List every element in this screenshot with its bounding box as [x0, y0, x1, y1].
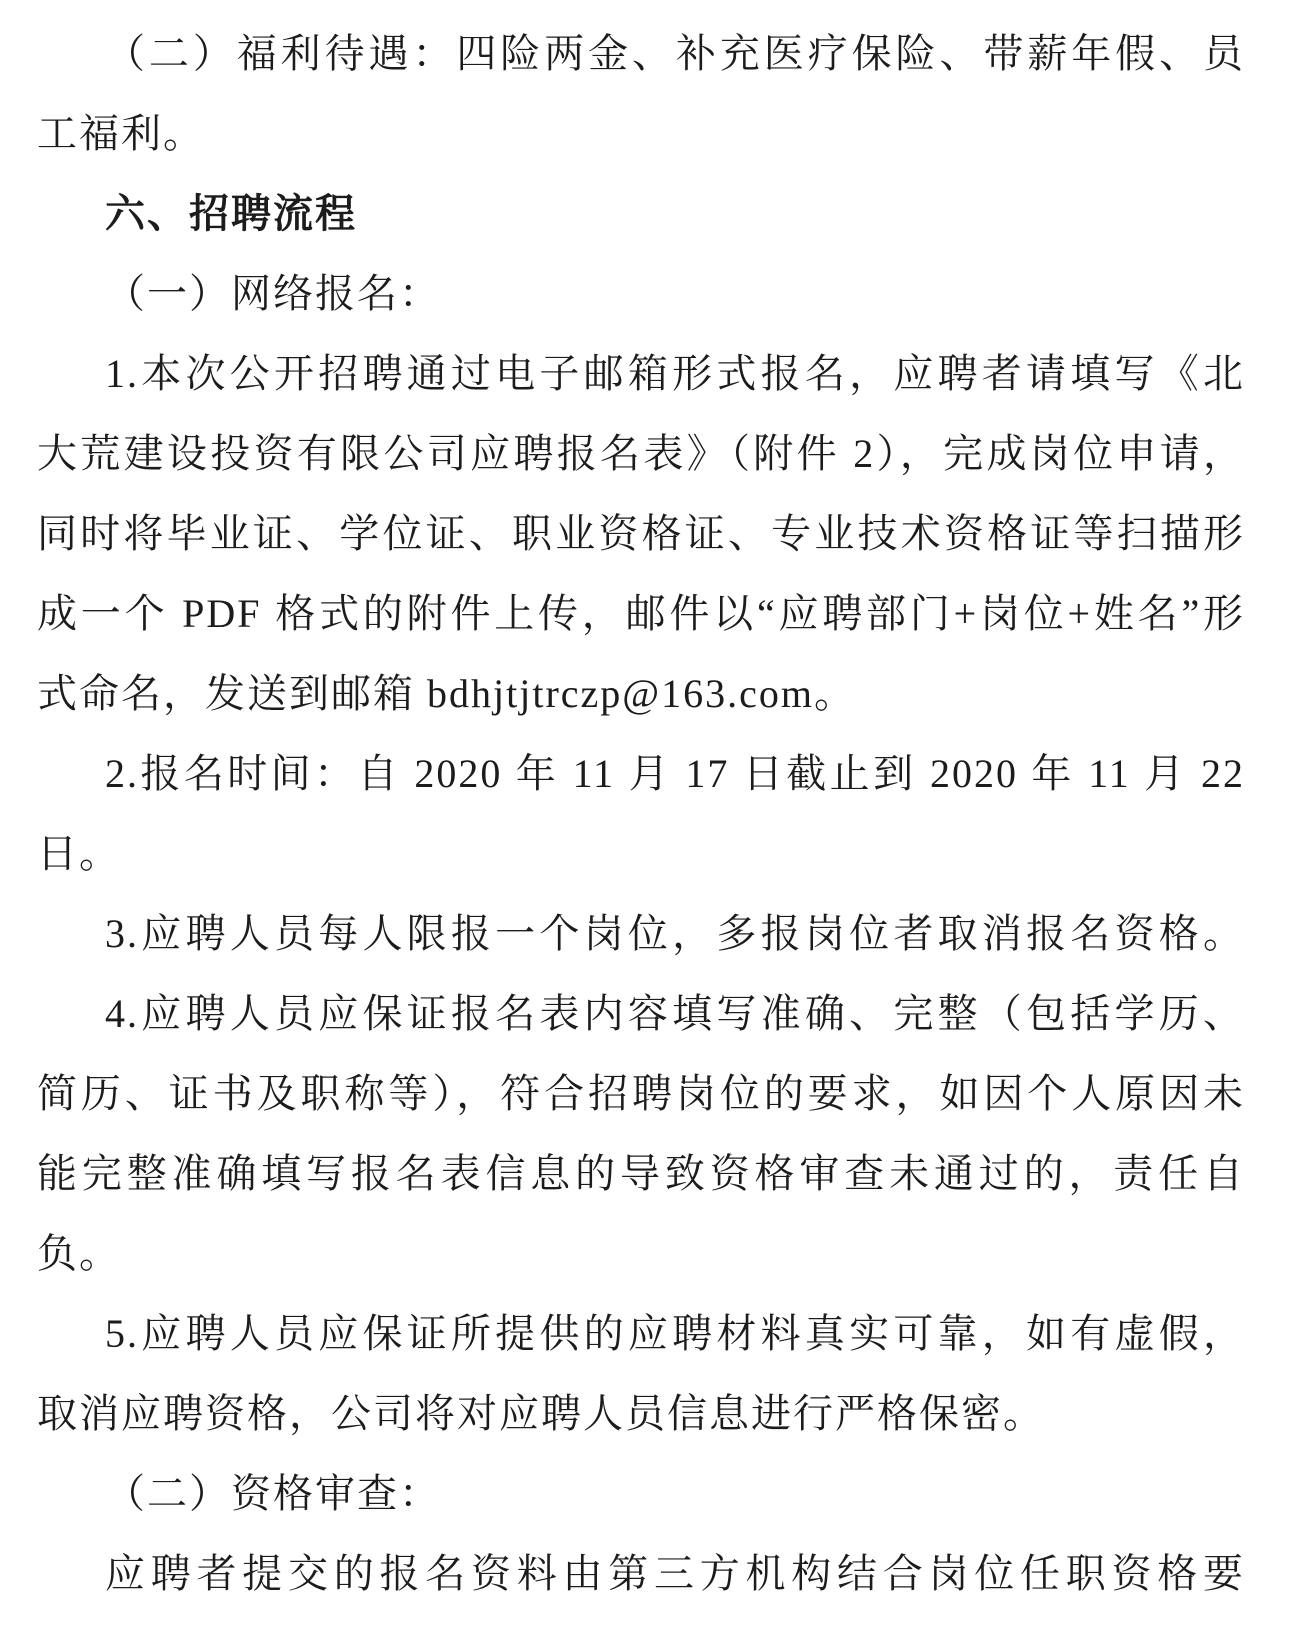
registration-item-2-line-2: 日。 — [37, 831, 121, 876]
registration-item-2-line-1-dates: 2.报名时间：自 2020 年 11 月 17 日截止到 2020 年 11 月 22 — [105, 751, 1245, 796]
registration-item-5-line-2: 取消应聘资格，公司将对应聘人员信息进行严格保密。 — [37, 1391, 1045, 1436]
registration-item-4-line-1: 4.应聘人员应保证报名表内容填写准确、完整（包括学历、 — [105, 991, 1245, 1036]
section-6-recruitment-process-heading: 六、招聘流程 — [105, 192, 357, 236]
benefits-paragraph-line-2: 工福利。 — [37, 111, 205, 156]
registration-item-4-line-3: 能完整准确填写报名表信息的导致资格审查未通过的，责任自 — [37, 1151, 1245, 1196]
registration-item-4-line-4: 负。 — [37, 1231, 121, 1276]
subsection-2-qualification-review-heading: （二）资格审查： — [105, 1471, 441, 1516]
registration-item-1-line-3: 同时将毕业证、学位证、职业资格证、专业技术资格证等扫描形 — [37, 511, 1245, 556]
registration-item-1-line-4: 成一个 PDF 格式的附件上传，邮件以“应聘部门+岗位+姓名”形 — [37, 591, 1245, 636]
benefits-paragraph-line-1: （二）福利待遇：四险两金、补充医疗保险、带薪年假、员 — [105, 31, 1245, 76]
registration-item-4-line-2: 简历、证书及职称等），符合招聘岗位的要求，如因个人原因未 — [37, 1071, 1245, 1116]
registration-item-3-line-1: 3.应聘人员每人限报一个岗位，多报岗位者取消报名资格。 — [105, 911, 1245, 956]
qualification-review-line-1: 应聘者提交的报名资料由第三方机构结合岗位任职资格要 — [105, 1551, 1245, 1596]
registration-item-1-line-5-email: 式命名，发送到邮箱 bdhjtjtrczp@163.com。 — [37, 671, 856, 716]
registration-item-5-line-1: 5.应聘人员应保证所提供的应聘材料真实可靠，如有虚假， — [105, 1311, 1245, 1356]
registration-item-1-line-2: 大荒建设投资有限公司应聘报名表》（附件 2），完成岗位申请， — [37, 431, 1245, 476]
registration-item-1-line-1: 1.本次公开招聘通过电子邮箱形式报名，应聘者请填写《北 — [105, 351, 1245, 396]
subsection-1-online-registration-heading: （一）网络报名： — [105, 271, 441, 316]
